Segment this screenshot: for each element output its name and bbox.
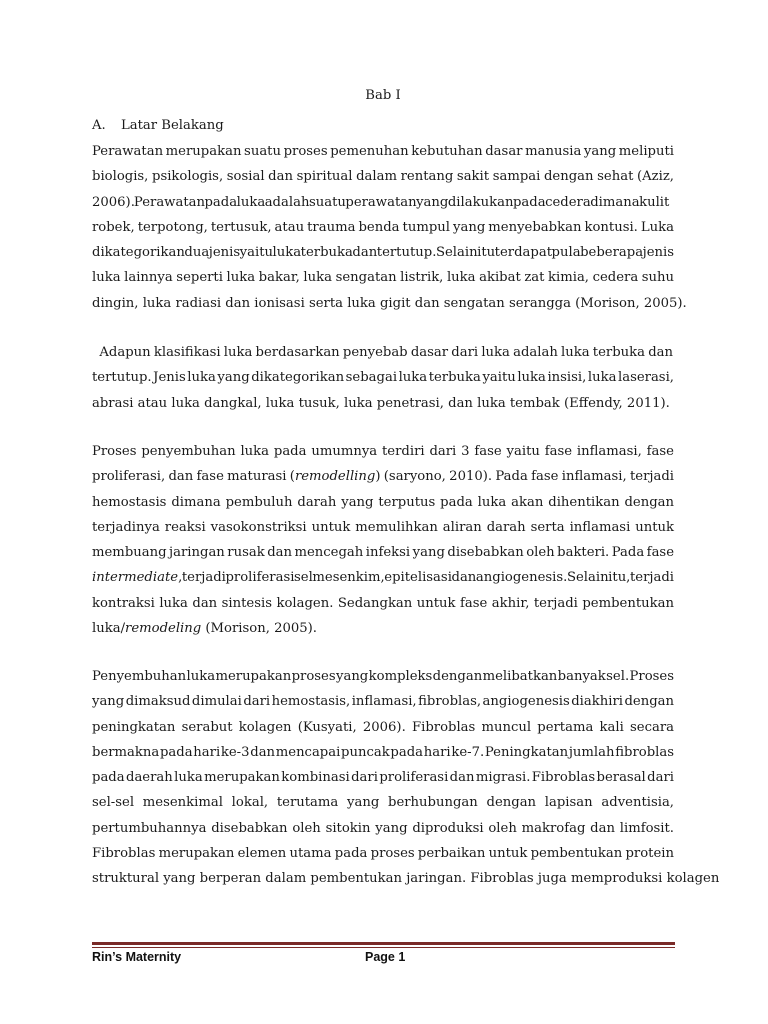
text-run: bermakna pada hari ke-3 dan mencapai puncak pada hari ke-7. Peningkatan jumlah fibroblas — [92, 744, 674, 760]
text-run: Fibroblas merupakan elemen utama pada proses perbaikan untuk pembentukan protein — [92, 846, 674, 862]
text-run: , terjadi proliferasi sel mesenkim, epitelisasi dan angiogenesis. Selain itu, terjadi — [178, 570, 674, 586]
paragraph-4 — [92, 664, 720, 892]
section-number: A. — [92, 118, 106, 133]
paragraph-line — [92, 689, 674, 714]
text-run: abrasi atau luka dangkal, luka tusuk, luka penetrasi, dan luka tembak (Effendy, 2011). — [92, 395, 670, 411]
text-run: 2006). Perawatan pada luka adalah suatu perawatan yang dilakukan pada cedera dimana kulit — [92, 194, 670, 210]
text-run: struktural yang berperan dalam pembentukan jaringan. Fibroblas juga memproduksi kolagen — [92, 871, 720, 887]
footer-rule-thick — [92, 942, 675, 945]
text-run: sel-sel mesenkimal lokal, terutama yang berhubungan dengan lapisan adventisia, — [92, 795, 674, 811]
text-run: robek, terpotong, tertusuk, atau trauma benda tumpul yang menyebabkan kontusi. Luka — [92, 219, 674, 235]
section-heading — [92, 116, 224, 136]
text-run: Proses penyembuhan luka pada umumnya terdiri dari 3 fase yaitu fase inflamasi, fase — [92, 444, 674, 459]
text-run: tertutup. Jenis luka yang dikategorikan sebagai luka terbuka yaitu luka insisi, luka laserasi, — [92, 370, 674, 386]
text-run: yang dimaksud dimulai dari hemostasis, inflamasi, fibroblas, angiogenesis diakhiri dengan — [92, 694, 674, 710]
paragraph-line — [92, 664, 674, 689]
paragraph-line — [92, 164, 674, 189]
italic-term: remodeling — [125, 621, 202, 637]
italic-term: intermediate — [92, 570, 179, 586]
paragraph-line — [92, 340, 674, 365]
text-run: ) (saryono, 2010). Pada fase inflamasi, terjadi — [375, 469, 674, 485]
paragraph-line — [92, 565, 674, 590]
text-run: luka lainnya seperti luka bakar, luka sengatan listrik, luka akibat zat kimia, cedera suhu — [92, 270, 674, 286]
paragraph-line — [92, 240, 674, 265]
paragraph-2 — [92, 340, 674, 416]
text-run: dikategorikan dua jenis yaitu luka terbuka dan tertutup. Selain itu terdapat pula beberapa jenis — [92, 245, 674, 261]
text-run: Penyembuhan luka merupakan proses yang kompleks dengan melibatkan banyak sel. Proses — [92, 669, 674, 684]
paragraph-line — [92, 790, 674, 815]
text-run: dingin, luka radiasi dan ionisasi serta luka gigit dan sengatan serangga (Morison, 2005). — [92, 295, 687, 311]
text-run: pada daerah luka merupakan kombinasi dari proliferasi dan migrasi. Fibroblas berasal dari — [92, 770, 674, 786]
text-run: biologis, psikologis, sosial dan spiritual dalam rentang sakit sampai dengan sehat (Aziz, — [92, 169, 674, 185]
text-run: pertumbuhannya disebabkan oleh sitokin yang diproduksi oleh makrofag dan limfosit. — [92, 820, 674, 836]
paragraph-line — [92, 265, 674, 290]
text-run: proliferasi, dan fase maturasi ( — [92, 469, 295, 485]
paragraph-line — [92, 616, 674, 641]
footer-header-text: Rin’s Maternity — [92, 950, 182, 964]
paragraph-line — [92, 439, 674, 464]
paragraph-line — [92, 464, 674, 489]
paragraph-1 — [92, 139, 687, 316]
paragraph-line — [92, 715, 674, 740]
text-run: peningkatan serabut kolagen (Kusyati, 2006). Fibroblas muncul pertama kali secara — [92, 719, 674, 735]
paragraph-line — [92, 365, 674, 390]
text-run: luka/ — [92, 621, 126, 637]
paragraph-line — [92, 841, 674, 866]
text-run: Perawatan merupakan suatu proses pemenuhan kebutuhan dasar manusia yang meliputi — [92, 144, 674, 159]
paragraph-line — [92, 490, 674, 515]
section-title: Latar Belakang — [121, 118, 224, 133]
paragraph-line — [92, 215, 674, 240]
paragraph-line — [92, 139, 674, 164]
text-run: (Morison, 2005). — [201, 621, 317, 637]
paragraph-line — [92, 740, 674, 765]
paragraph-line — [92, 765, 674, 790]
page-number: Page 1 — [365, 950, 406, 964]
chapter-title: Bab I — [365, 88, 401, 103]
paragraph-line — [92, 190, 674, 215]
paragraph-line — [92, 591, 674, 616]
text-run: kontraksi luka dan sintesis kolagen. Sedangkan untuk fase akhir, terjadi pembentukan — [92, 595, 674, 611]
paragraph-line — [92, 291, 687, 316]
paragraph-3 — [92, 439, 674, 641]
paragraph-line — [92, 515, 674, 540]
paragraph-line — [92, 391, 674, 416]
paragraph-line — [92, 816, 674, 841]
text-run: Adapun klasifikasi luka berdasarkan penyebab dasar dari luka adalah luka terbuka dan — [92, 345, 674, 360]
text-run: hemostasis dimana pembuluh darah yang terputus pada luka akan dihentikan dengan — [92, 494, 674, 510]
italic-term: remodelling — [294, 469, 376, 485]
text-run: membuang jaringan rusak dan mencegah infeksi yang disebabkan oleh bakteri. Pada fase — [92, 545, 674, 561]
text-run: terjadinya reaksi vasokonstriksi untuk memulihkan aliran darah serta inflamasi untuk — [92, 519, 674, 535]
paragraph-line — [92, 540, 674, 565]
paragraph-line — [92, 866, 720, 891]
